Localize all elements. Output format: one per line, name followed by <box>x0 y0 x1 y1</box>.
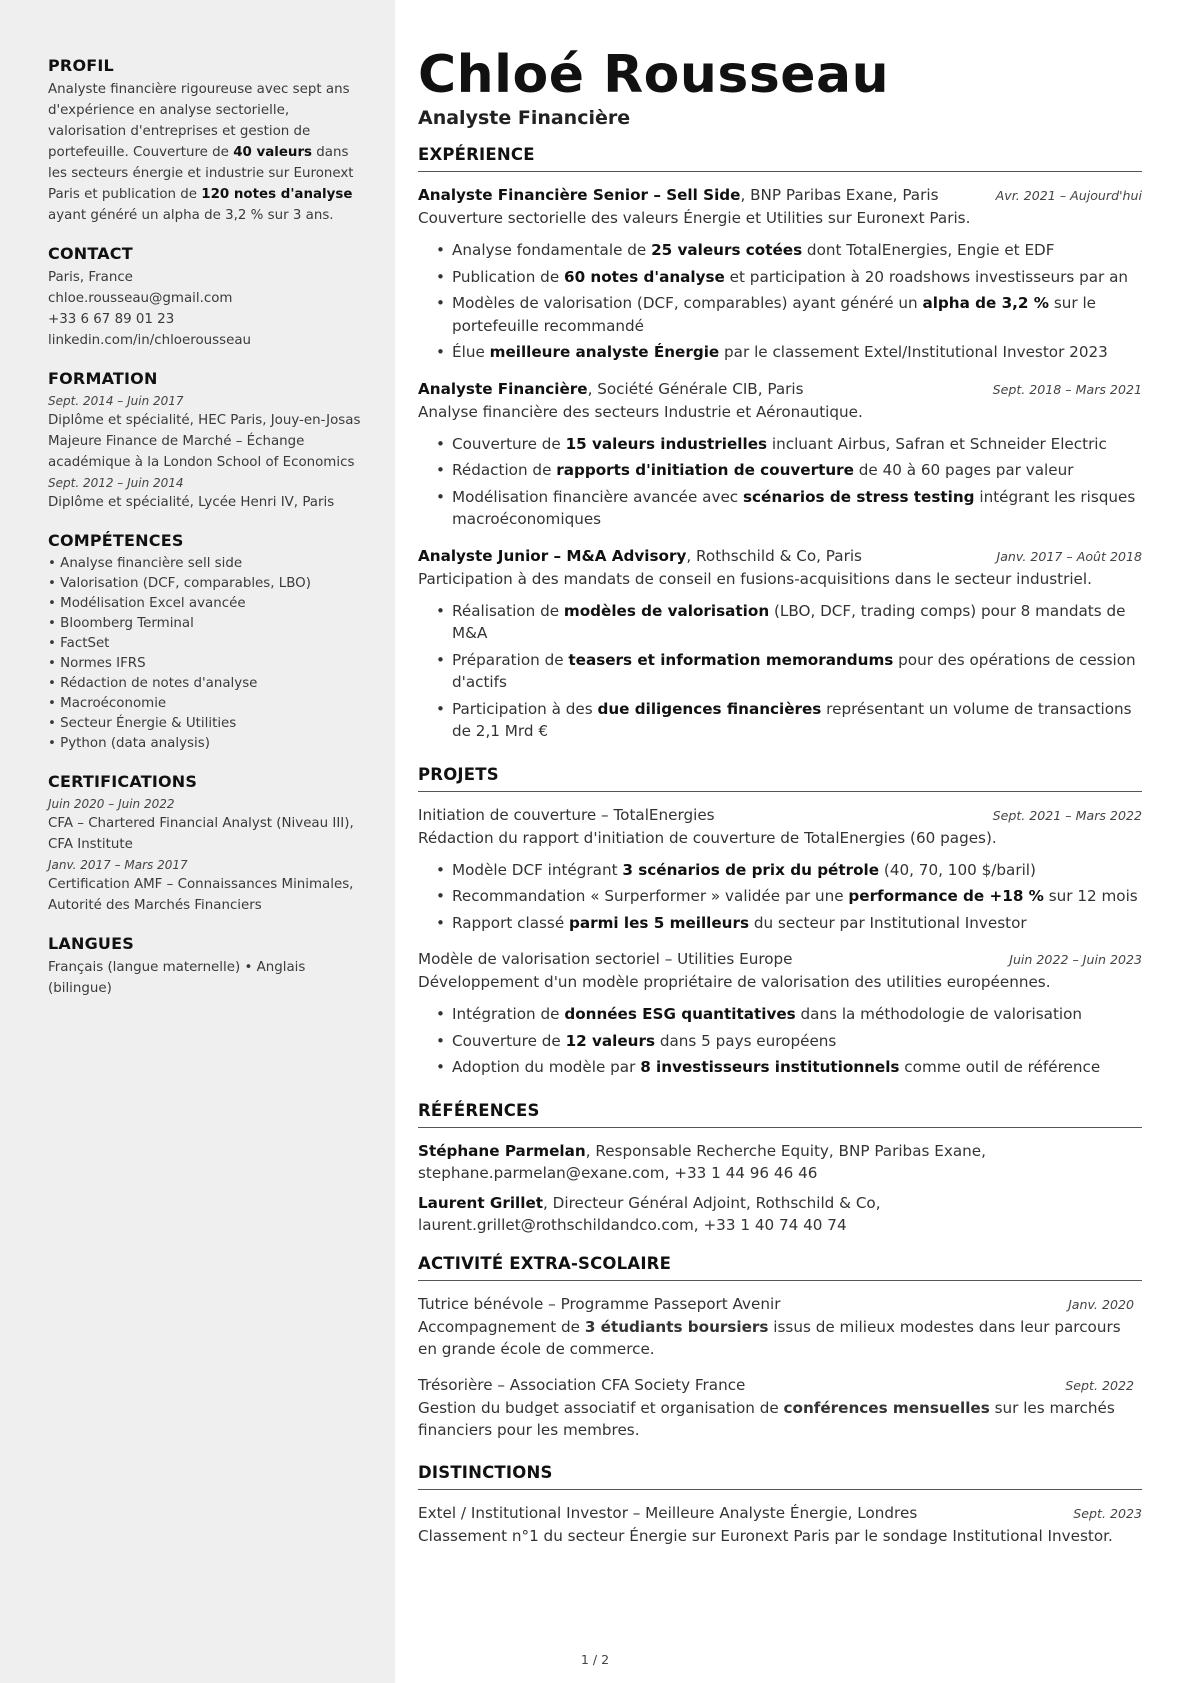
entry-bullets <box>418 239 1142 364</box>
bullet-item <box>436 600 1142 645</box>
entry-title <box>418 184 938 206</box>
bullet-bold: données ESG quantitatives <box>564 1005 796 1023</box>
bullet-item <box>436 239 1142 262</box>
bullet-text: incluant Airbus, Safran et Schneider Electric <box>767 434 1107 453</box>
bullet-text: Modèles de valorisation (DCF, comparables) ayant généré un <box>452 294 923 312</box>
reference-item <box>418 1140 1142 1184</box>
profil-section <box>48 56 370 226</box>
contact-section <box>48 244 370 351</box>
formation-date: Sept. 2012 – Juin 2014 <box>48 476 184 490</box>
entry-header <box>418 378 1142 401</box>
page-number: 1 / 2 <box>580 1652 610 1667</box>
distinctions-heading: DISTINCTIONS <box>418 1463 1142 1490</box>
bullet-text: Modèle DCF intégrant <box>452 860 623 879</box>
desc-bold: 3 étudiants boursiers <box>584 1317 769 1336</box>
sidebar <box>0 0 395 1683</box>
competence-item: • Modélisation Excel avancée <box>48 594 370 614</box>
reference-details: , Responsable Recherche Equity, BNP Paribas Exane, stephane.parmelan@exane.com, +33 1 44 96 46 46 <box>418 1141 986 1182</box>
competence-item: • Secteur Énergie & Utilities <box>48 714 370 734</box>
competence-item: • FactSet <box>48 634 370 654</box>
bullet-bold: modèles de valorisation <box>563 601 770 620</box>
bullet-text: Intégration de <box>452 1005 565 1023</box>
desc-bold: conférences mensuelles <box>783 1398 990 1417</box>
bullet-text: dans la méthodologie de valorisation <box>795 1005 1083 1023</box>
bullet-text: Couverture de <box>452 1031 566 1050</box>
activite-section <box>418 1254 1142 1441</box>
bullet-text: Modélisation financière avancée avec <box>452 487 743 506</box>
entry-date: Janv. 2020 <box>1068 1296 1134 1312</box>
formation-heading: FORMATION <box>48 369 158 388</box>
desc-text: Gestion du budget associatif et organisation de <box>418 1398 784 1417</box>
sidebar-content <box>48 56 370 1017</box>
bullet-item <box>436 1030 1142 1053</box>
competence-item: • Valorisation (DCF, comparables, LBO) <box>48 574 370 594</box>
contact-email[interactable]: chloe.rousseau@gmail.com <box>48 291 233 306</box>
bullet-item <box>436 1003 1142 1026</box>
project-entry <box>418 948 1142 1079</box>
entry-header <box>418 1293 1142 1316</box>
contact-heading: CONTACT <box>48 244 133 263</box>
competence-item: • Normes IFRS <box>48 654 370 674</box>
bullet-bold: 60 notes d'analyse <box>564 267 725 286</box>
entry-title: Trésorière – Association CFA Society France <box>418 1375 746 1394</box>
activity-entry <box>418 1293 1142 1360</box>
contact-location: Paris, France <box>48 270 133 285</box>
projets-heading: PROJETS <box>418 765 1142 792</box>
bullet-item <box>436 459 1142 482</box>
bullet-text: (LBO, DCF, trading comps) pour 8 mandats de M&A <box>452 601 1126 642</box>
bullet-text: Recommandation « Surperformer » validée par une <box>452 887 849 905</box>
bullet-bold: performance de +18 % <box>848 887 1044 905</box>
bullet-text: Élue <box>452 343 490 361</box>
competences-list <box>48 554 370 754</box>
bullet-item <box>436 266 1142 289</box>
certifications-heading: CERTIFICATIONS <box>48 772 198 791</box>
distinction-entry <box>418 1502 1142 1547</box>
certifications-section <box>48 772 370 916</box>
bullet-text: Réalisation de <box>452 601 564 620</box>
entry-header <box>418 184 1142 207</box>
bullet-bold: 25 valeurs cotées <box>651 241 803 259</box>
certification-text: CFA – Chartered Financial Analyst (Niveau III), CFA Institute <box>48 816 354 852</box>
bullet-text: Rapport classé <box>452 913 569 932</box>
entry-description <box>418 1397 1142 1441</box>
desc-text: issus de milieux modestes dans leur parcours en grande école de commerce. <box>418 1317 1121 1358</box>
entry-title <box>418 378 804 400</box>
bullet-bold: alpha de 3,2 % <box>922 294 1049 312</box>
entry-role: Analyste Financière <box>418 379 588 398</box>
entry-title: Initiation de couverture – TotalEnergies <box>418 805 715 824</box>
contact-linkedin[interactable]: linkedin.com/in/chloerousseau <box>48 333 252 348</box>
bullet-item <box>436 433 1142 456</box>
entry-header <box>418 545 1142 568</box>
entry-description: Analyse financière des secteurs Industrie et Aéronautique. <box>418 402 863 421</box>
competence-item: • Rédaction de notes d'analyse <box>48 674 370 694</box>
reference-name: Stéphane Parmelan <box>418 1141 586 1160</box>
bullet-text: intégrant les risques macroéconomiques <box>452 487 1136 528</box>
entry-date: Janv. 2017 – Août 2018 <box>996 548 1142 564</box>
profil-seg: ayant généré un alpha de 3,2 % sur 3 ans. <box>48 208 334 223</box>
entry-description: Rédaction du rapport d'initiation de couverture de TotalEnergies (60 pages). <box>418 828 997 847</box>
competence-item: • Analyse financière sell side <box>48 554 370 574</box>
desc-text: sur les marchés financiers pour les membres. <box>418 1398 1115 1439</box>
experience-entry <box>418 184 1142 364</box>
entry-date: Sept. 2018 – Mars 2021 <box>992 381 1142 397</box>
bullet-item <box>436 341 1142 364</box>
certification-date: Juin 2020 – Juin 2022 <box>48 797 175 811</box>
bullet-item <box>436 486 1142 531</box>
profil-seg: Analyste financière rigoureuse avec sept ans d'expérience en analyse sectorielle, valorisation d'entreprises et gestion de portefeuille. Couverture de <box>48 82 350 160</box>
entry-header <box>418 1374 1142 1397</box>
entry-description: Développement d'un modèle propriétaire de valorisation des utilities européennes. <box>418 973 1051 991</box>
entry-org: , BNP Paribas Exane, Paris <box>740 186 939 204</box>
candidate-title: Analyste Financière <box>418 107 631 129</box>
entry-title: Tutrice bénévole – Programme Passeport Avenir <box>418 1294 781 1313</box>
bullet-text: Participation à des <box>452 699 598 718</box>
bullet-text: Rédaction de <box>452 461 557 479</box>
experience-heading: EXPÉRIENCE <box>418 145 1142 172</box>
entry-date: Sept. 2022 <box>1065 1377 1134 1393</box>
experience-section <box>418 145 1142 743</box>
reference-name: Laurent Grillet <box>418 1193 544 1212</box>
experience-entry <box>418 378 1142 531</box>
entry-header <box>418 804 1142 827</box>
activite-heading: ACTIVITÉ EXTRA-SCOLAIRE <box>418 1254 1142 1281</box>
bullet-bold: 12 valeurs <box>565 1031 655 1050</box>
bullet-bold: teasers et information memorandums <box>568 650 894 669</box>
entry-title: Modèle de valorisation sectoriel – Utilities Europe <box>418 950 793 968</box>
bullet-text: sur le portefeuille recommandé <box>452 294 1097 335</box>
bullet-bold: meilleure analyste Énergie <box>489 343 720 361</box>
bullet-item <box>436 1056 1142 1079</box>
bullet-bold: due diligences financières <box>597 699 822 718</box>
bullet-text: Couverture de <box>452 434 566 453</box>
project-entry <box>418 804 1142 935</box>
entry-date: Sept. 2021 – Mars 2022 <box>992 807 1142 823</box>
distinctions-section <box>418 1463 1142 1547</box>
bullet-text: dont TotalEnergies, Engie et EDF <box>802 241 1055 259</box>
entry-bullets <box>418 600 1142 743</box>
entry-description <box>418 1316 1142 1360</box>
bullet-text: pour des opérations de cession d'actifs <box>452 650 1136 691</box>
langues-heading: LANGUES <box>48 934 134 953</box>
formation-date: Sept. 2014 – Juin 2017 <box>48 394 184 408</box>
bullet-bold: 15 valeurs industrielles <box>565 434 768 453</box>
bullet-text: comme outil de référence <box>899 1058 1101 1076</box>
contact-phone[interactable]: +33 6 67 89 01 23 <box>48 312 175 327</box>
bullet-text: de 40 à 60 pages par valeur <box>853 461 1074 479</box>
references-heading: RÉFÉRENCES <box>418 1101 1142 1128</box>
bullet-text: (40, 70, 100 $/baril) <box>879 860 1036 879</box>
bullet-item <box>436 885 1142 908</box>
profil-seg: dans les secteurs énergie et industrie sur Euronext Paris et publication de <box>48 145 354 202</box>
profil-heading: PROFIL <box>48 56 114 75</box>
bullet-item <box>436 649 1142 694</box>
activity-entry <box>418 1374 1142 1441</box>
formation-section <box>48 369 370 513</box>
bullet-bold: scénarios de stress testing <box>743 487 975 506</box>
reference-details: , Directeur Général Adjoint, Rothschild & Co, laurent.grillet@rothschildandco.com, +33 1 40 74 40 74 <box>418 1193 881 1234</box>
entry-description: Classement n°1 du secteur Énergie sur Euronext Paris par le sondage Institutional Investor. <box>418 1526 1113 1545</box>
certification-date: Janv. 2017 – Mars 2017 <box>48 858 188 872</box>
bullet-text: Préparation de <box>452 650 569 669</box>
profil-text <box>48 79 370 226</box>
bullet-text: Adoption du modèle par <box>452 1058 641 1076</box>
bullet-text: Publication de <box>452 267 564 286</box>
entry-bullets <box>418 433 1142 531</box>
entry-role: Analyste Financière Senior – Sell Side <box>418 186 741 204</box>
bullet-text: Analyse fondamentale de <box>452 241 652 259</box>
bullet-text: du secteur par Institutional Investor <box>749 913 1027 932</box>
profil-seg-bold: 40 valeurs <box>233 145 313 160</box>
desc-text: Accompagnement de <box>418 1317 585 1336</box>
entry-role: Analyste Junior – M&A Advisory <box>418 546 687 565</box>
entry-title <box>418 545 862 567</box>
bullet-item <box>436 698 1142 743</box>
bullet-item <box>436 912 1142 935</box>
projets-section <box>418 765 1142 1079</box>
langues-section <box>48 934 370 999</box>
competences-heading: COMPÉTENCES <box>48 531 184 550</box>
entry-date: Avr. 2021 – Aujourd'hui <box>995 188 1142 203</box>
bullet-bold: parmi les 5 meilleurs <box>569 913 750 932</box>
entry-org: , Rothschild & Co, Paris <box>686 546 862 565</box>
entry-date: Juin 2022 – Juin 2023 <box>1009 952 1142 967</box>
entry-bullets <box>418 1003 1142 1079</box>
bullet-text: par le classement Extel/Institutional Investor 2023 <box>719 343 1108 361</box>
entry-header <box>418 948 1142 971</box>
competence-item: • Macroéconomie <box>48 694 370 714</box>
entry-title: Extel / Institutional Investor – Meilleure Analyste Énergie, Londres <box>418 1503 918 1522</box>
formation-line: Diplôme et spécialité, Lycée Henri IV, Paris <box>48 495 335 510</box>
bullet-item <box>436 859 1142 882</box>
bullet-bold: rapports d'initiation de couverture <box>556 461 854 479</box>
bullet-bold: 8 investisseurs institutionnels <box>640 1058 900 1076</box>
bullet-text: représentant un volume de transactions de 2,1 Mrd € <box>452 699 1132 740</box>
entry-date: Sept. 2023 <box>1073 1505 1142 1521</box>
formation-line: Diplôme et spécialité, HEC Paris, Jouy-en-Josas <box>48 413 361 428</box>
entry-org: , Société Générale CIB, Paris <box>587 379 804 398</box>
reference-item <box>418 1192 1142 1236</box>
bullet-item <box>436 292 1142 337</box>
entry-bullets <box>418 859 1142 935</box>
entry-description: Participation à des mandats de conseil en fusions-acquisitions dans le secteur industriel. <box>418 569 1092 588</box>
bullet-text: et participation à 20 roadshows investisseurs par an <box>724 267 1129 286</box>
langues-text: Français (langue maternelle) • Anglais (bilingue) <box>48 960 306 996</box>
profil-seg-bold: 120 notes d'analyse <box>201 187 353 202</box>
competence-item: • Bloomberg Terminal <box>48 614 370 634</box>
experience-entry <box>418 545 1142 743</box>
certification-text: Certification AMF – Connaissances Minimales, Autorité des Marchés Financiers <box>48 877 354 913</box>
main-content <box>418 44 1142 1561</box>
candidate-name: Chloé Rousseau <box>418 45 890 105</box>
bullet-bold: 3 scénarios de prix du pétrole <box>622 860 880 879</box>
entry-description: Couverture sectorielle des valeurs Énergie et Utilities sur Euronext Paris. <box>418 209 971 227</box>
competences-section <box>48 531 370 754</box>
references-section <box>418 1101 1142 1236</box>
bullet-text: sur 12 mois <box>1043 887 1138 905</box>
bullet-text: dans 5 pays européens <box>655 1031 837 1050</box>
entry-header <box>418 1502 1142 1525</box>
competence-item: • Python (data analysis) <box>48 734 370 754</box>
formation-line: Majeure Finance de Marché – Échange académique à la London School of Economics <box>48 434 355 470</box>
